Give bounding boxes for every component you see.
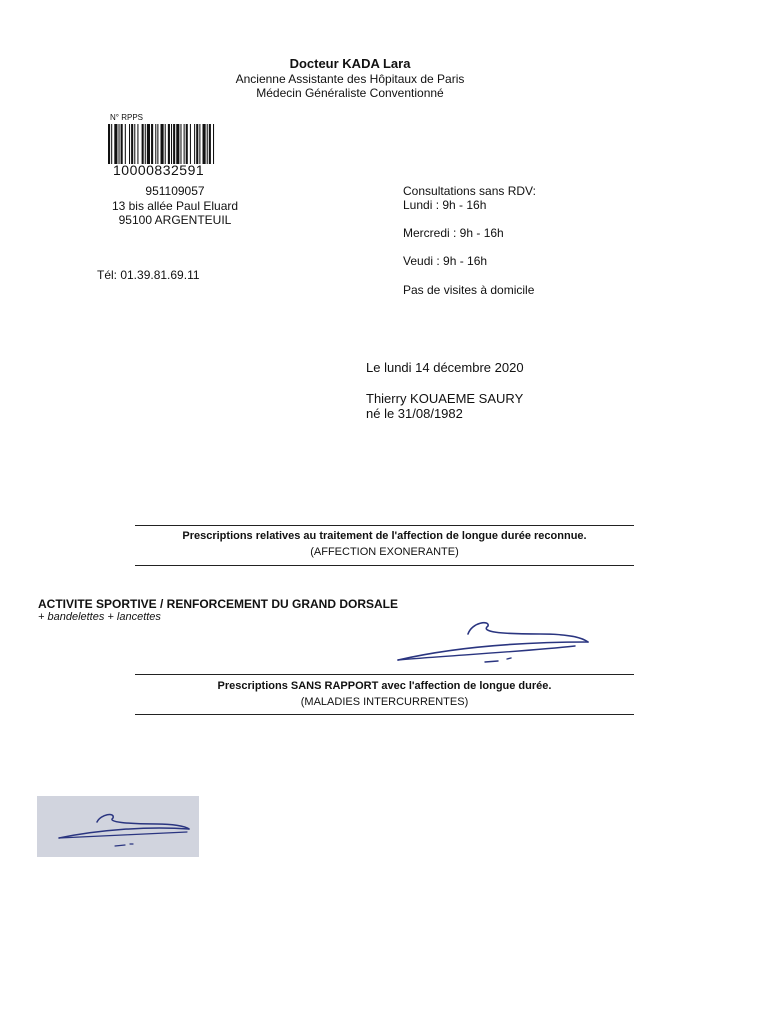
barcode-bar — [168, 124, 170, 164]
prescription-title: ACTIVITE SPORTIVE / RENFORCEMENT DU GRAND DORSALE — [38, 597, 399, 611]
consultation-hours-monday: Lundi : 9h - 16h — [403, 198, 487, 212]
address-line-1: 951109057 — [145, 184, 205, 198]
barcode-bar — [209, 124, 211, 164]
doctor-subtitle-1: Ancienne Assistante des Hôpitaux de Paris — [235, 72, 465, 86]
rpps-number: 10000832591 — [113, 162, 205, 178]
divider — [135, 674, 634, 675]
barcode-bar — [155, 124, 156, 164]
signature-photo — [37, 796, 199, 857]
barcode-bar — [199, 124, 200, 164]
barcode-bar — [173, 124, 175, 164]
phone-number: Tél: 01.39.81.69.11 — [97, 268, 200, 282]
barcode-bar — [111, 124, 112, 164]
no-home-visits-note: Pas de visites à domicile — [403, 283, 535, 297]
ald-section-title: Prescriptions relatives au traitement de l'affection de longue durée reconnue. — [182, 530, 587, 542]
barcode-bar — [165, 124, 166, 164]
divider — [135, 525, 634, 526]
barcode-image — [108, 124, 268, 164]
barcode-bar — [121, 124, 123, 164]
divider — [135, 714, 634, 715]
patient-birth-date: né le 31/08/1982 — [366, 406, 463, 421]
barcode-bar — [213, 124, 214, 164]
address-line-3: 95100 ARGENTEUIL — [118, 213, 232, 227]
barcode-bar — [145, 124, 146, 164]
barcode-bar — [194, 124, 195, 164]
barcode-bar — [114, 124, 117, 164]
barcode-bar — [137, 124, 138, 164]
barcode-bar — [125, 124, 126, 164]
barcode-bar — [171, 124, 172, 164]
rpps-label: N° RPPS — [110, 113, 143, 122]
barcode-bar — [186, 124, 188, 164]
doctor-signature — [390, 612, 600, 672]
address-line-2: 13 bis allée Paul Eluard — [111, 199, 239, 213]
barcode-bar — [129, 124, 130, 164]
barcode-bar — [184, 124, 185, 164]
prescription-date: Le lundi 14 décembre 2020 — [366, 360, 524, 375]
consultation-hours-wednesday: Mercredi : 9h - 16h — [403, 226, 504, 240]
barcode-bar — [108, 124, 110, 164]
barcode-bar — [119, 124, 120, 164]
divider — [135, 565, 634, 566]
patient-name: Thierry KOUAEME SAURY — [366, 391, 524, 406]
prescription-detail: + bandelettes + lancettes — [38, 611, 161, 623]
barcode-bar — [147, 124, 150, 164]
barcode-bar — [180, 124, 181, 164]
ald-section-subtitle: (AFFECTION EXONERANTE) — [310, 546, 459, 558]
barcode-bar — [161, 124, 164, 164]
barcode-bar — [196, 124, 198, 164]
barcode-bar — [134, 124, 135, 164]
consultations-title: Consultations sans RDV: — [403, 184, 536, 198]
barcode-bar — [142, 124, 144, 164]
barcode-bar — [131, 124, 133, 164]
barcode-bar — [190, 124, 191, 164]
doctor-subtitle-2: Médecin Généraliste Conventionné — [256, 86, 444, 100]
barcode-bar — [207, 124, 208, 164]
barcode-bar — [203, 124, 206, 164]
barcode-bar — [176, 124, 179, 164]
other-section-subtitle: (MALADIES INTERCURRENTES) — [300, 696, 469, 708]
doctor-name: Docteur KADA Lara — [289, 56, 411, 71]
barcode-bar — [157, 124, 158, 164]
barcode-bar — [151, 124, 153, 164]
consultation-hours-thursday: Veudi : 9h - 16h — [403, 254, 488, 268]
other-section-title: Prescriptions SANS RAPPORT avec l'affection de longue durée. — [217, 680, 552, 692]
